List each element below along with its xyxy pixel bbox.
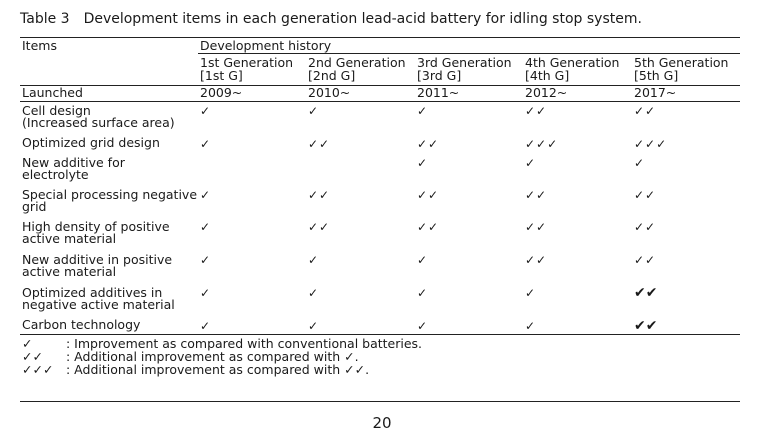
generation-name: 4th Generation [525,55,620,70]
launch-year: 2012~ [525,85,568,100]
check-mark: ✓ [308,319,320,333]
check-mark: ✓ [200,188,212,202]
generation-code: [1st G] [200,68,243,83]
development-item: New additive for electrolyte [22,155,125,182]
launch-year: 2011~ [417,85,460,100]
development-item: Cell design (Increased surface area) [22,103,175,130]
generation-name: 2nd Generation [308,55,406,70]
generation-code: [5th G] [634,68,679,83]
check-mark: ✓ [525,286,537,300]
launch-year: 2017~ [634,85,677,100]
table-body-bottom-rule [20,334,740,335]
launch-year: 2010~ [308,85,351,100]
generation-code: [3rd G] [417,68,462,83]
legend-text: : Additional improvement as compared with ✓✓. [66,362,370,377]
check-mark: ✓ [417,156,429,170]
page-number: 20 [372,414,392,432]
items-header: Items [22,38,57,53]
development-item: New additive in positive active material [22,252,173,279]
table-number: Table 3 [20,11,70,27]
generation-name: 5th Generation [634,55,729,70]
check-mark: ✓✓ [417,188,440,202]
page-bottom-rule [20,401,740,402]
legend-symbol: ✓✓✓ [22,362,54,377]
development-item: Special processing negative grid [22,187,198,214]
check-mark: ✓ [200,104,212,118]
header-bottom-rule [20,85,740,86]
launched-label: Launched [22,85,83,100]
check-mark: ✓✓ [308,220,331,234]
check-mark: ✓✓ [634,188,657,202]
check-mark: ✓✓ [525,188,548,202]
table-caption [20,11,642,27]
check-mark: ✓ [417,319,429,333]
check-mark: ✓✓ [308,137,331,151]
check-mark: ✓ [308,253,320,267]
legend-text: : Additional improvement as compared with ✓. [66,349,359,364]
development-item: High density of positive active material [22,219,170,246]
check-mark: ✓✓ [417,137,440,151]
check-mark: ✓✓ [308,188,331,202]
check-mark: ✓ [417,253,429,267]
legend-text: : Improvement as compared with conventional batteries. [66,336,423,351]
legend-symbol: ✓✓ [22,349,43,364]
development-item: Optimized additives in negative active material [22,285,175,312]
generation-code: [4th G] [525,68,570,83]
check-mark: ✓✓ [634,253,657,267]
generation-name: 1st Generation [200,55,294,70]
check-mark: ✓✓ [525,104,548,118]
check-mark: ✓ [634,156,646,170]
check-mark: ✓✓ [634,104,657,118]
check-mark: ✓✓✓ [634,137,668,151]
launch-year: 2009~ [200,85,243,100]
check-mark: ✓ [525,319,537,333]
check-mark: ✓✓ [634,220,657,234]
legend-symbol: ✓ [22,336,33,351]
generation-code: [2nd G] [308,68,356,83]
table-title: Development items in each generation lead-acid battery for idling stop system. [83,11,642,27]
development-item: Carbon technology [22,317,141,332]
bold-check-mark: ✔✔ [634,318,658,334]
development-item: Optimized grid design [22,135,160,150]
check-mark: ✓ [308,104,320,118]
check-mark: ✓ [200,253,212,267]
check-mark: ✓ [200,220,212,234]
header-group-rule [198,53,740,54]
check-mark: ✓ [200,137,212,151]
launched-rule [20,101,740,102]
bold-check-mark: ✔✔ [634,285,658,301]
check-mark: ✓ [200,319,212,333]
generation-name: 3rd Generation [417,55,512,70]
check-mark: ✓✓ [525,220,548,234]
check-mark: ✓✓✓ [525,137,559,151]
check-mark: ✓ [308,286,320,300]
check-mark: ✓✓ [417,220,440,234]
check-mark: ✓ [417,286,429,300]
check-mark: ✓✓ [525,253,548,267]
check-mark: ✓ [417,104,429,118]
check-mark: ✓ [525,156,537,170]
table-top-rule [20,37,740,38]
check-mark: ✓ [200,286,212,300]
development-history-header: Development history [200,38,332,53]
